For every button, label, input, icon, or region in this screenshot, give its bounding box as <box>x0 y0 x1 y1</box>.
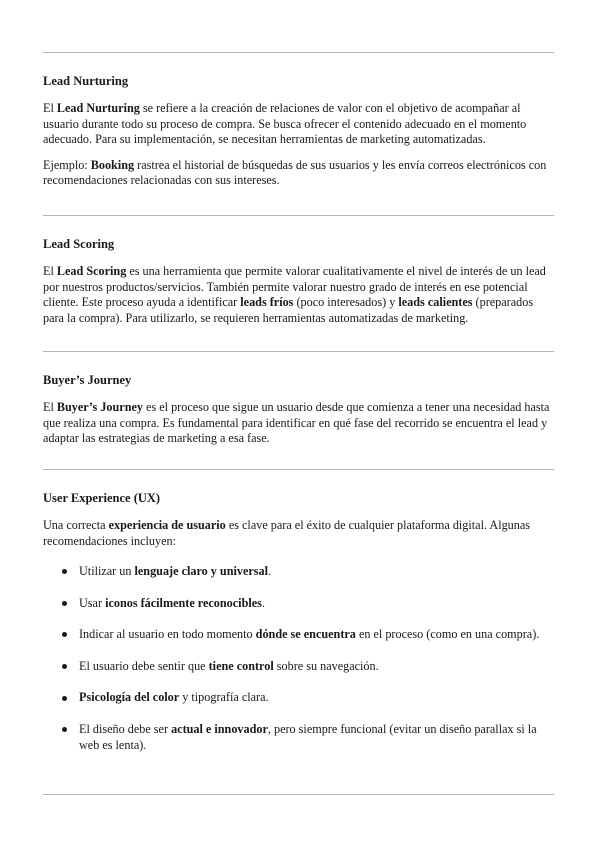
list-item <box>62 722 556 753</box>
section-lead-scoring <box>43 236 555 326</box>
bold-term: tiene control <box>208 658 274 673</box>
list-item-text: Indicar al usuario en todo momento dónde se encuentra en el proceso (como en una compra). <box>79 627 540 642</box>
list-item <box>62 564 556 580</box>
divider-rule <box>43 794 554 795</box>
bullet-icon <box>62 569 67 574</box>
bold-term: dónde se encuentra <box>255 627 356 642</box>
section-buyers-journey <box>43 372 555 447</box>
bold-term: Lead Scoring <box>56 264 127 278</box>
paragraph: Una correcta experiencia de usuario es clave para el éxito de cualquier plataforma digital. Algunas recomendaciones incluyen: <box>43 518 531 548</box>
bullet-icon <box>62 632 67 637</box>
paragraph: El Lead Nurturing se refiere a la creación de relaciones de valor con el objetivo de acompañar al usuario durante todo su proceso de compra. Se busca ofrecer el contenido adecuado en el momento adecuado. Para su implementación, se necesitan herramientas de marketing automatizadas. <box>43 101 527 147</box>
bold-term: Booking <box>90 157 135 172</box>
bold-term: leads fríos <box>240 295 294 310</box>
bullet-icon <box>62 664 67 669</box>
divider-rule <box>43 469 554 470</box>
paragraph: Ejemplo: Booking rastrea el historial de búsquedas de sus usuarios y les envía correos electrónicos con recomendaciones relacionadas con sus intereses. <box>43 157 547 188</box>
bold-term: actual e innovador <box>171 721 268 736</box>
divider-rule <box>43 351 554 352</box>
section-lead-nurturing <box>43 73 555 189</box>
bold-term: experiencia de usuario <box>108 518 226 532</box>
paragraph: El Buyer’s Journey es el proceso que sigue un usuario desde que comienza a tener una necesidad hasta que realiza una compra. Es fundamental para identificar en qué fase del recorrido se encuentra el lead y adaptar las estrategias de marketing a esa fase. <box>43 400 550 446</box>
list-item <box>62 596 556 612</box>
recommendations-list <box>62 564 556 753</box>
bold-term: lenguaje claro y universal <box>134 564 269 578</box>
paragraph: El Lead Scoring es una herramienta que permite valorar cualitativamente el nivel de interés de un lead por nuestros productos/servicios. También permite valorar nuestro grado de interés en ese potencial cliente. Este proceso ayuda a identificar leads fríos (poco interesados) y leads calientes (preparados para la compra). Para utilizarlo, se requieren herramientas automatizadas de marketing. <box>43 264 546 325</box>
section-heading: Buyer’s Journey <box>43 373 132 387</box>
section-heading: Lead Nurturing <box>43 74 129 88</box>
list-item <box>62 690 556 706</box>
bold-term: Psicología del color <box>79 690 180 705</box>
bullet-icon <box>62 601 67 606</box>
list-item <box>62 659 556 675</box>
section-heading: Lead Scoring <box>43 237 115 251</box>
bullet-icon <box>62 727 67 732</box>
list-item-text: El diseño debe ser actual e innovador, pero siempre funcional (evitar un diseño parallax si la web es lenta). <box>79 721 537 752</box>
list-item-text: El usuario debe sentir que tiene control sobre su navegación. <box>79 658 379 673</box>
section-heading: User Experience (UX) <box>43 491 161 505</box>
bold-term: leads calientes <box>398 295 473 310</box>
bold-term: Lead Nurturing <box>56 101 140 115</box>
divider-rule <box>43 215 554 216</box>
bold-term: iconos fácilmente reconocibles <box>105 595 262 610</box>
list-item <box>62 627 556 643</box>
bold-term: Buyer’s Journey <box>56 400 143 414</box>
divider-rule <box>43 52 554 53</box>
section-user-experience <box>43 490 555 549</box>
list-item-text: Usar iconos fácilmente reconocibles. <box>79 595 265 610</box>
list-item-text: Utilizar un lenguaje claro y universal. <box>79 564 272 578</box>
list-item-text: Psicología del color y tipografía clara. <box>79 690 269 705</box>
bullet-icon <box>62 696 67 701</box>
